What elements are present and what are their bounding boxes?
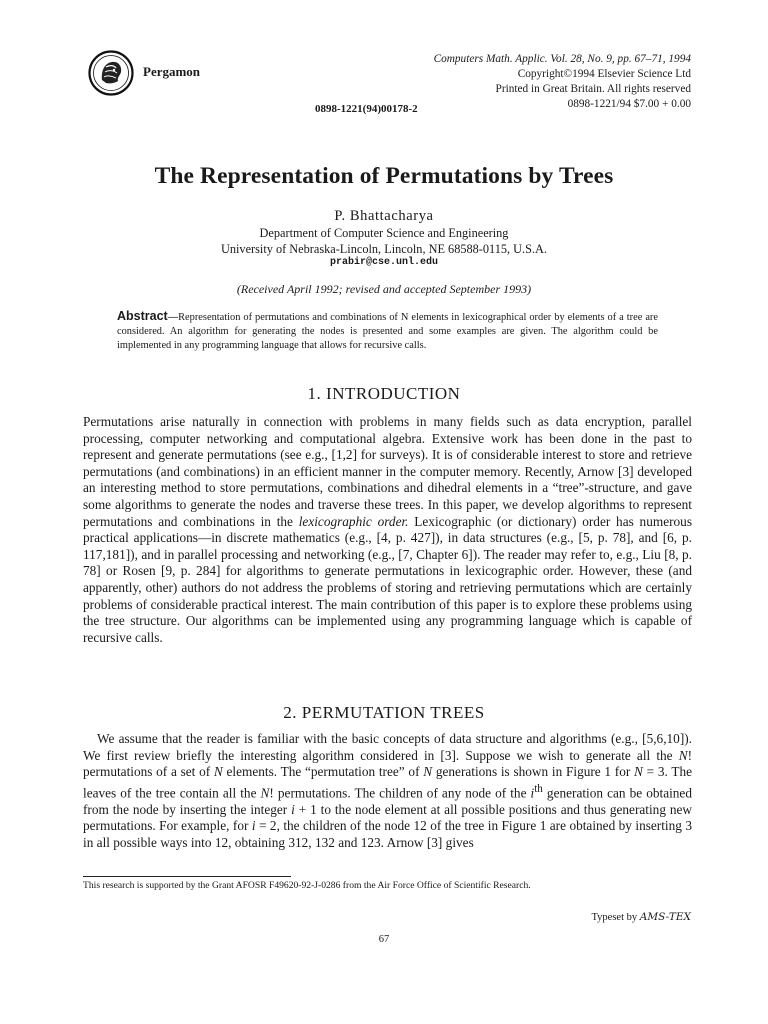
s2-text: elements. The “permutation tree” of (222, 764, 424, 780)
s2-text: We assume that the reader is familiar with the basic concepts of data structure and algorithms (e.g., [5,6,10]). We first review briefly the interesting algorithm considered in [3]. Suppose we wish to generate all the (83, 731, 692, 763)
author-name: P. Bhattacharya (334, 208, 434, 224)
price-line: 0898-1221/94 $7.00 + 0.00 (567, 98, 691, 110)
journal-citation: Computers Math. Applic. Vol. 28, No. 9, pp. 67–71, 1994 (433, 53, 691, 65)
s2-text: = 2, the children of the node 12 of the tree in Figure 1 are obtained by inserting 3 in all possible ways into 12, obtaining 312, 132 and 123. Arnow [3] gives (83, 818, 693, 850)
funding-footnote: This research is supported by the Grant AFOSR F49620-92-J-0286 from the Air Force Office of Scientific Research. (83, 880, 531, 891)
copyright-line: Copyright©1994 Elsevier Science Ltd (517, 68, 691, 80)
typeset-note (592, 911, 692, 923)
typeset-system: AMS-TEX (639, 911, 691, 923)
intro-text-part2: Lexicographic (or dictionary) order has numerous practical applications—in discrete mathematics (e.g., [4, p. 427]), in data structures (e.g., [5, p. 78], and [6, p. 117,181]), and in parallel processing and networking (e.g., [7, Chapter 6]). The reader may refer to, e.g., Liu [8, p. 78] or Rosen [9, p. 284] for algorithms to generate permutations in lexicographic order. However, these (and apparently, other) authors do not address the problems of storing and retrieving permutations which are certainly problems of considerable practical interest. The main contribution of this paper is to explore these problems using the tree structure. Our algorithms can be implemented using any programming language which is capable of recursive calls. (83, 513, 692, 645)
abstract-text: Representation of permutations and combinations of N elements in lexicographical order by elements of a tree are considered. An algorithm for generating the nodes is presented and some examples are given. The algorithm could be implemented in any programming language that allows for recursive calls. (117, 312, 658, 352)
paper-title: The Representation of Permutations by Trees (154, 163, 614, 189)
section-heading-introduction: 1. INTRODUCTION (307, 384, 461, 403)
intro-text-italic: lexicographic order. (298, 513, 409, 529)
introduction-paragraph (83, 414, 692, 646)
typeset-prefix: Typeset by (591, 912, 640, 923)
abstract (117, 309, 658, 354)
math-var: N (213, 764, 223, 780)
journal-info (434, 52, 691, 112)
math-var: i (251, 818, 256, 834)
author-affiliation (0, 226, 768, 257)
math-var: N (260, 785, 270, 801)
math-var: N (423, 764, 433, 780)
superscript: th (534, 782, 543, 795)
affiliation-university: University of Nebraska-Lincoln, Lincoln, NE 68588-0115, U.S.A. (220, 241, 548, 256)
page-number: 67 (378, 934, 390, 945)
article-identifier: 0898-1221(94)00178-2 (315, 103, 418, 115)
s2-text: generations is shown in Figure 1 for (432, 764, 635, 780)
abstract-heading: Abstract (117, 309, 168, 323)
intro-text-part1: Permutations arise naturally in connection with problems in many fields such as data encryption, parallel processing, computer networking and computational algebra. Extensive work has been done in the past to represent and generate permutations (see e.g., [1,2] for surveys). It is of considerable interest to store and retrieve permutations (and combinations) in an efficient manner in the computer memory. Recently, Arnow [3] developed an interesting method to store permutations, combinations and dihedral elements in a “tree”-structure, and gave some algorithms to generate the nodes and traverse these trees. In this paper, we develop algorithms to represent permutations and combinations in the (83, 414, 692, 529)
permutation-trees-paragraph (83, 731, 692, 852)
received-dates: (Received April 1992; revised and accepted September 1993) (236, 282, 532, 296)
s2-text: + 1 to the node element at all possible positions and thus generating new permutations. For example, for (83, 801, 692, 834)
pergamon-logo (88, 50, 134, 96)
math-var: i (291, 801, 295, 817)
s2-text: ! permutations. The children of any node of the (269, 785, 531, 801)
s2-text: = 3. The leaves of the tree contain all the (83, 764, 692, 801)
math-var: N (634, 764, 643, 780)
math-var: i (530, 785, 535, 801)
s2-text: generation can be obtained from the node by inserting the integer (83, 785, 692, 817)
affiliation-department: Department of Computer Science and Engineering (259, 226, 509, 240)
abstract-dash: — (167, 312, 179, 323)
s2-text: ! permutations of a set of (83, 747, 692, 780)
section-heading-permutation-trees: 2. PERMUTATION TREES (283, 703, 485, 722)
math-var: N (678, 747, 688, 763)
printed-line: Printed in Great Britain. All rights reserved (495, 83, 691, 95)
author-email: prabir@cse.unl.edu (329, 257, 439, 268)
publisher-name: Pergamon (143, 64, 201, 79)
footnote-rule (83, 876, 291, 877)
